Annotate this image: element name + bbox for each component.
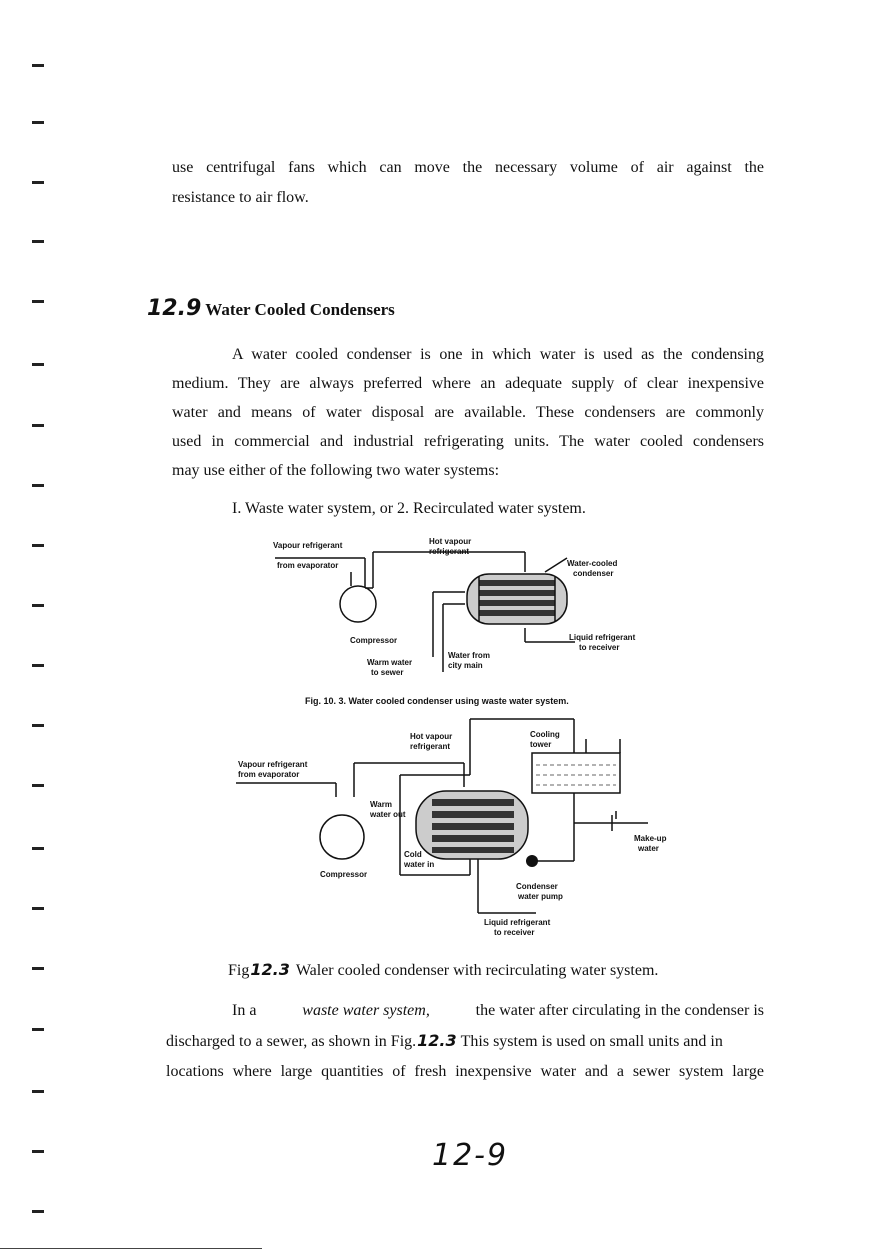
para1-line-3: water and means of water disposal are available. These condensers are commonly [172, 404, 764, 421]
intro-line-1: use centrifugal fans which can move the necessary volume of air against the [172, 159, 764, 176]
compressor-icon [320, 815, 364, 859]
page-number-handwritten: 12-9 [432, 1138, 509, 1173]
fig1-label-vapour-2: from evaporator [277, 561, 339, 570]
pump-icon [526, 855, 538, 867]
figure-recirculating-water-system [228, 715, 688, 955]
fig2-label-makeup-1: Make-up [634, 834, 667, 843]
fig1-caption: Fig. 10. 3. Water cooled condenser using waste water system. [305, 696, 569, 706]
fig2-label-vapour-1: Vapour refrigerant [238, 760, 308, 769]
fig1-label-liquid-2: to receiver [579, 643, 620, 652]
fig2-label-makeup-2: water [638, 844, 659, 853]
fig1-label-compressor: Compressor [350, 636, 398, 645]
fig1-label-city-1: Water from [448, 651, 490, 660]
fig1-label-hot-1: Hot vapour [429, 537, 472, 546]
fig1-label-warm-2: to sewer [371, 668, 404, 677]
intro-line-2: resistance to air flow. [172, 189, 309, 206]
para2-line-2 [166, 1031, 764, 1051]
figure-waste-water-system [255, 532, 675, 712]
para2-line-1 [232, 1002, 764, 1020]
section-number-handwritten: 12.9 [147, 296, 202, 321]
fig2-label-compressor: Compressor [320, 870, 368, 879]
fig2-caption-text: Waler cooled condenser with recirculating water system. [295, 962, 659, 979]
condenser-shell [416, 791, 528, 859]
para2-l2-post: This system is used on small units and in [460, 1033, 723, 1050]
para2-l2-pre: discharged to a sewer, as shown in Fig. [166, 1033, 417, 1050]
fig1-label-city-2: city main [448, 661, 483, 670]
fig2-label-pump-1: Condenser [516, 882, 558, 891]
para2-l2-num: 12.3 [417, 1031, 457, 1050]
fig2-label-hot-2: refrigerant [410, 742, 451, 751]
para2-l1-post: the water after circulating in the condenser is [475, 1002, 764, 1019]
fig2-label-cold-2: water in [404, 860, 435, 869]
fig2-label-warm-2: water out [370, 810, 406, 819]
compressor-icon [340, 586, 376, 622]
section-title: Water Cooled Condensers [205, 300, 395, 319]
fig2-caption-prefix: Fig [228, 962, 250, 979]
para1-line-1: A water cooled condenser is one in which water is used as the condensing [232, 346, 764, 363]
fig2-label-cooling-1: Cooling [530, 730, 560, 739]
fig2-caption [228, 960, 658, 980]
para2-l1-em: waste water system, [302, 1002, 430, 1019]
fig2-label-cold-1: Cold [404, 850, 422, 859]
para1-line-2: medium. They are always preferred where an adequate supply of clear inexpensive [172, 375, 764, 392]
fig1-label-hot-2: refrigerant [429, 547, 470, 556]
fig1-label-wcc-2: condenser [573, 569, 614, 578]
fig2-label-warm-1: Warm [370, 800, 392, 809]
bottom-rule [0, 1248, 262, 1249]
fig2-label-hot-1: Hot vapour [410, 732, 453, 741]
fig2-label-cooling-2: tower [530, 740, 552, 749]
para2-line-3: locations where large quantities of fresh inexpensive water and a sewer system large [166, 1063, 764, 1080]
fig2-label-liquid-2: to receiver [494, 928, 535, 937]
para1-line-4: used in commercial and industrial refrigerating units. The water cooled condensers [172, 433, 764, 450]
fig2-label-pump-2: water pump [518, 892, 563, 901]
para1-line-5: may use either of the following two water systems: [172, 462, 500, 479]
condenser-shell [467, 574, 567, 624]
section-heading [147, 296, 395, 321]
fig2-label-liquid-1: Liquid refrigerant [484, 918, 551, 927]
fig2-caption-number: 12.3 [250, 960, 290, 979]
cooling-tower-icon [532, 753, 620, 793]
systems-line: I. Waste water system, or 2. Recirculated water system. [232, 500, 586, 517]
fig1-label-wcc-1: Water-cooled [567, 559, 618, 568]
fig1-label-vapour-1: Vapour refrigerant [273, 541, 343, 550]
fig2-label-vapour-2: from evaporator [238, 770, 300, 779]
fig1-label-liquid-1: Liquid refrigerant [569, 633, 636, 642]
para2-l1-pre: In a [232, 1002, 257, 1019]
fig1-label-warm-1: Warm water [367, 658, 413, 667]
